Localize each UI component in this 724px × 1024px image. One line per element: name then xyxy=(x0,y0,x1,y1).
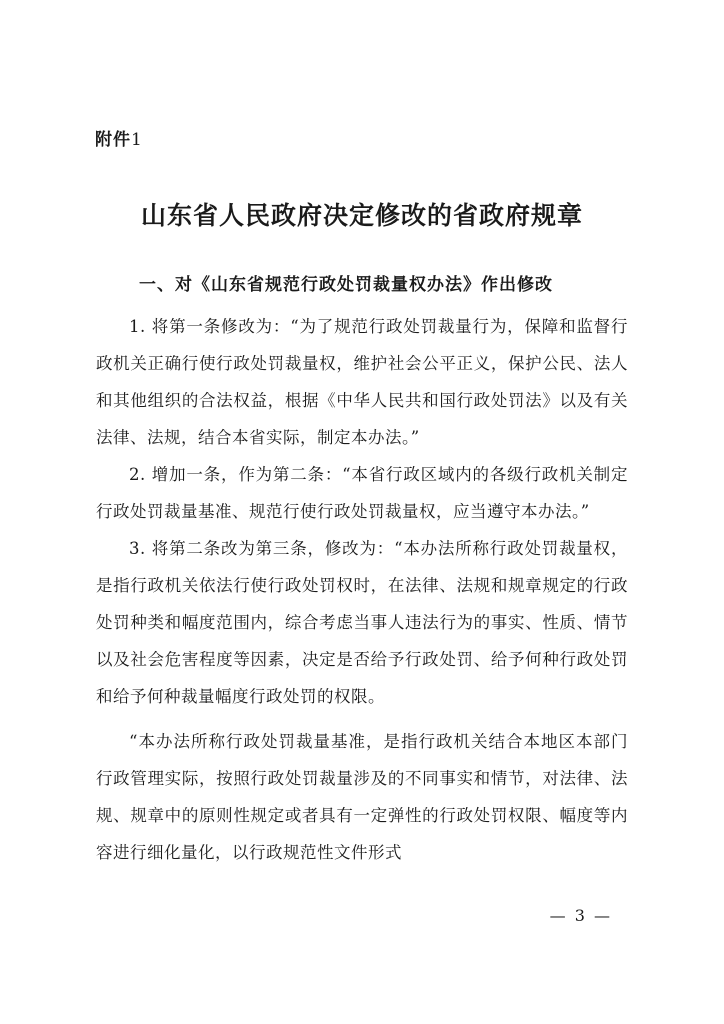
paragraph-3: 3. 将第二条改为第三条，修改为：“本办法所称行政处罚裁量权，是指行政机关依法行使行政处罚权时，在法律、法规和规章规定的行政处罚种类和幅度范围内，综合考虑当事人违法行为的事实、性质、情节以及社会危害程度等因素，决定是否给予行政处罚、给予何种行政处罚和给予何种裁量幅度行政处罚的权限。 xyxy=(96,539,628,706)
paragraph-4: “本办法所称行政处罚裁量基准，是指行政机关结合本地区本部门行政管理实际，按照行政处罚裁量涉及的不同事实和情节，对法律、法规、规章中的原则性规定或者具有一定弹性的行政处罚权限、幅度等内容进行细化量化，以行政规范性文件形式 xyxy=(96,732,628,862)
attachment-text: 附件 xyxy=(95,130,131,150)
body-text xyxy=(96,308,628,871)
paragraph-1: 1. 将第一条修改为：“为了规范行政处罚裁量行为，保障和监督行政机关正确行使行政处罚裁量权，维护社会公平正义，保护公民、法人和其他组织的合法权益，根据《中华人民共和国行政处罚法》以及有关法律、法规，结合本省实际，制定本办法。” xyxy=(96,317,628,447)
document-title: 山东省人民政府决定修改的省政府规章 xyxy=(140,201,583,230)
attachment-label xyxy=(95,125,143,150)
section-heading: 一、对《山东省规范行政处罚裁量权办法》作出修改 xyxy=(139,275,553,295)
attachment-number: 1 xyxy=(131,130,143,150)
paragraph-2: 2. 增加一条，作为第二条：“本省行政区域内的各级行政机关制定行政处罚裁量基准、规范行使行政处罚裁量权，应当遵守本办法。” xyxy=(96,465,628,521)
page-number: — 3 — xyxy=(549,906,612,925)
